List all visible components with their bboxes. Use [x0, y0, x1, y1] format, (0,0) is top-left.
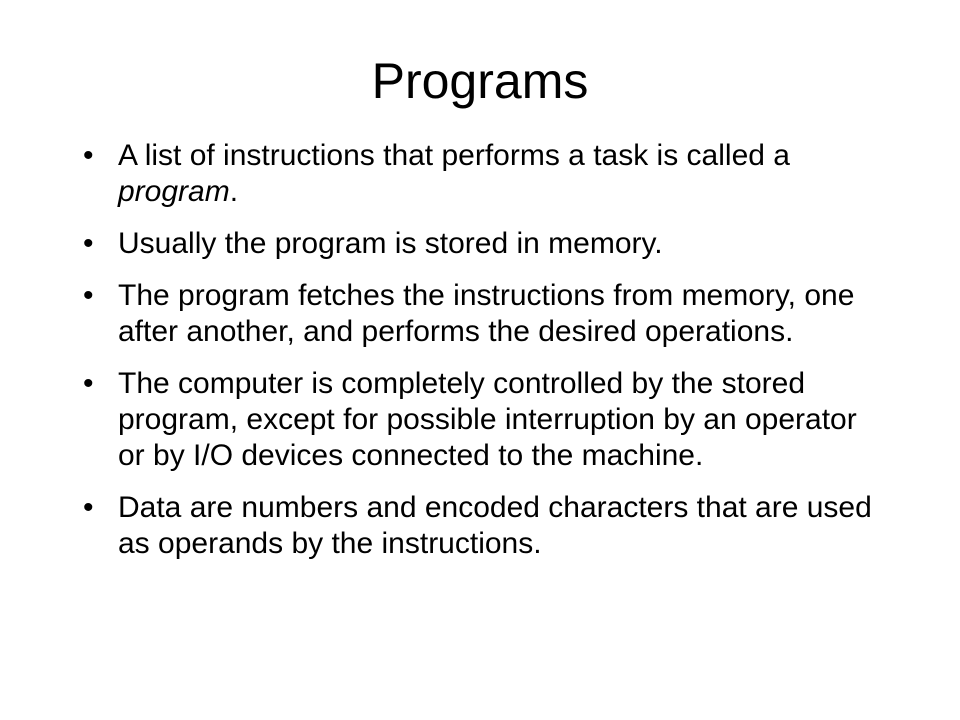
bullet-list	[83, 138, 883, 578]
bullet-item	[83, 490, 883, 562]
bullet-item	[83, 226, 883, 262]
bullet-text: The program fetches the instructions from memory, one after another, and performs the desired operations.	[118, 279, 855, 348]
bullet-text: Usually the program is stored in memory.	[118, 227, 663, 260]
bullet-marker: •	[83, 279, 94, 312]
bullet-marker: •	[83, 227, 94, 260]
slide-title: Programs	[371, 53, 589, 109]
emphasized-term: program	[118, 175, 230, 208]
bullet-text: The computer is completely controlled by the stored program, except for possible interruption by an operator or by I/O devices connected to the machine.	[118, 367, 857, 472]
bullet-marker: •	[83, 491, 94, 524]
bullet-text: Data are numbers and encoded characters that are used as operands by the instructions.	[118, 491, 872, 560]
bullet-item	[83, 366, 883, 474]
bullet-item	[83, 278, 883, 350]
bullet-marker: •	[83, 139, 94, 172]
bullet-text-end: .	[229, 175, 239, 208]
bullet-item	[83, 138, 883, 210]
bullet-text: A list of instructions that performs a task is called a	[118, 139, 790, 172]
bullet-marker: •	[83, 367, 94, 400]
